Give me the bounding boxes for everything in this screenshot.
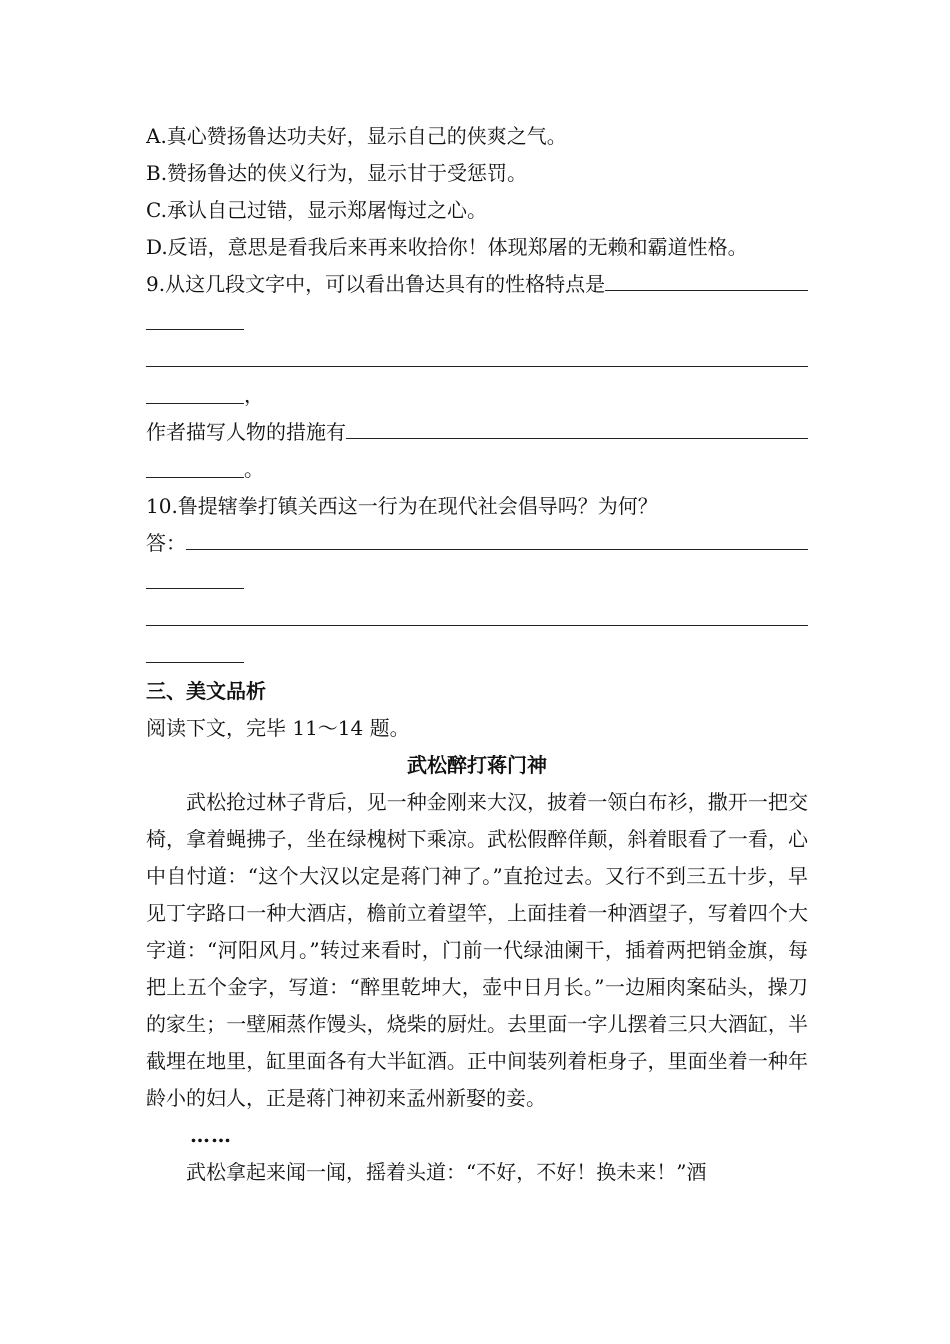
- question-10: 10.鲁提辖拳打镇关西这一行为在现代社会倡导吗？为何？: [146, 494, 658, 518]
- answer-label: 答：: [146, 531, 186, 555]
- instruction: 阅读下文，完毕 11～14 题。: [146, 716, 410, 740]
- option-c: C.承认自己过错，显示郑屠悔过之心。: [146, 198, 487, 222]
- article-title: 武松醉打蒋门神: [407, 753, 547, 777]
- ellipsis: ……: [190, 1123, 232, 1147]
- answer-line: [146, 599, 808, 636]
- question-9-prompt: 9.从这几段文字中，可以看出鲁达具有的性格特点是: [146, 272, 606, 296]
- option-d: D.反语，意思是看我后来再来收拾你！体现郑屠的无赖和霸道性格。: [146, 235, 748, 259]
- answer-blank[interactable]: [186, 527, 808, 550]
- answer-line: [146, 303, 808, 340]
- answer-blank[interactable]: [146, 344, 808, 367]
- answer-line: [146, 636, 808, 673]
- comma: ，: [244, 383, 264, 407]
- question-9-methods: [146, 414, 808, 451]
- answer-blank[interactable]: [146, 566, 244, 589]
- answer-line: [146, 562, 808, 599]
- article-paragraph: 武松拿起来闻一闻，摇着头道：“不好，不好！换未来！”酒: [186, 1160, 707, 1184]
- option-b: B.赞扬鲁达的侠义行为，显示甘于受惩罚。: [146, 161, 528, 185]
- answer-blank[interactable]: [146, 640, 244, 663]
- option-a: A.真心赞扬鲁达功夫好，显示自己的侠爽之气。: [146, 124, 567, 148]
- answer-blank[interactable]: [146, 603, 808, 626]
- document-page: [146, 118, 808, 1191]
- period: 。: [244, 457, 264, 481]
- section-heading: 三、美文品析: [146, 679, 266, 703]
- answer-blank[interactable]: [146, 307, 244, 330]
- answer-blank[interactable]: [146, 381, 244, 404]
- answer-line: [146, 377, 808, 414]
- answer-blank[interactable]: [605, 268, 808, 291]
- question-9: [146, 266, 808, 303]
- answer-blank[interactable]: [346, 416, 808, 439]
- question-10-answer: [146, 525, 808, 562]
- answer-blank[interactable]: [146, 455, 244, 478]
- article-paragraph: 武松抢过林子背后，见一种金刚来大汉，披着一领白布衫，撒开一把交椅，拿着蝇拂子，坐在绿槐树下乘凉。武松假醉佯颠，斜着眼看了一看，心中自忖道：“这个大汉以定是蒋门神了。”直抢过去。又行不到三五十步，早见丁字路口一种大酒店，檐前立着望竿，上面挂着一种酒望子，写着四个大字道：“河阳风月。”转过来看时，门前一代绿油阑干，插着两把销金旗，每把上五个金字，写道：“醉里乾坤大，壶中日月长。”一边厢肉案砧头，操刀的家生；一壁厢蒸作馒头，烧柴的厨灶。去里面一字儿摆着三只大酒缸，半截埋在地里，缸里面各有大半缸酒。正中间装列着柜身子，里面坐着一种年龄小的妇人，正是蒋门神初来孟州新娶的妾。: [146, 790, 808, 1110]
- answer-line: [146, 451, 808, 488]
- answer-line: [146, 340, 808, 377]
- methods-prompt: 作者描写人物的措施有: [146, 420, 346, 444]
